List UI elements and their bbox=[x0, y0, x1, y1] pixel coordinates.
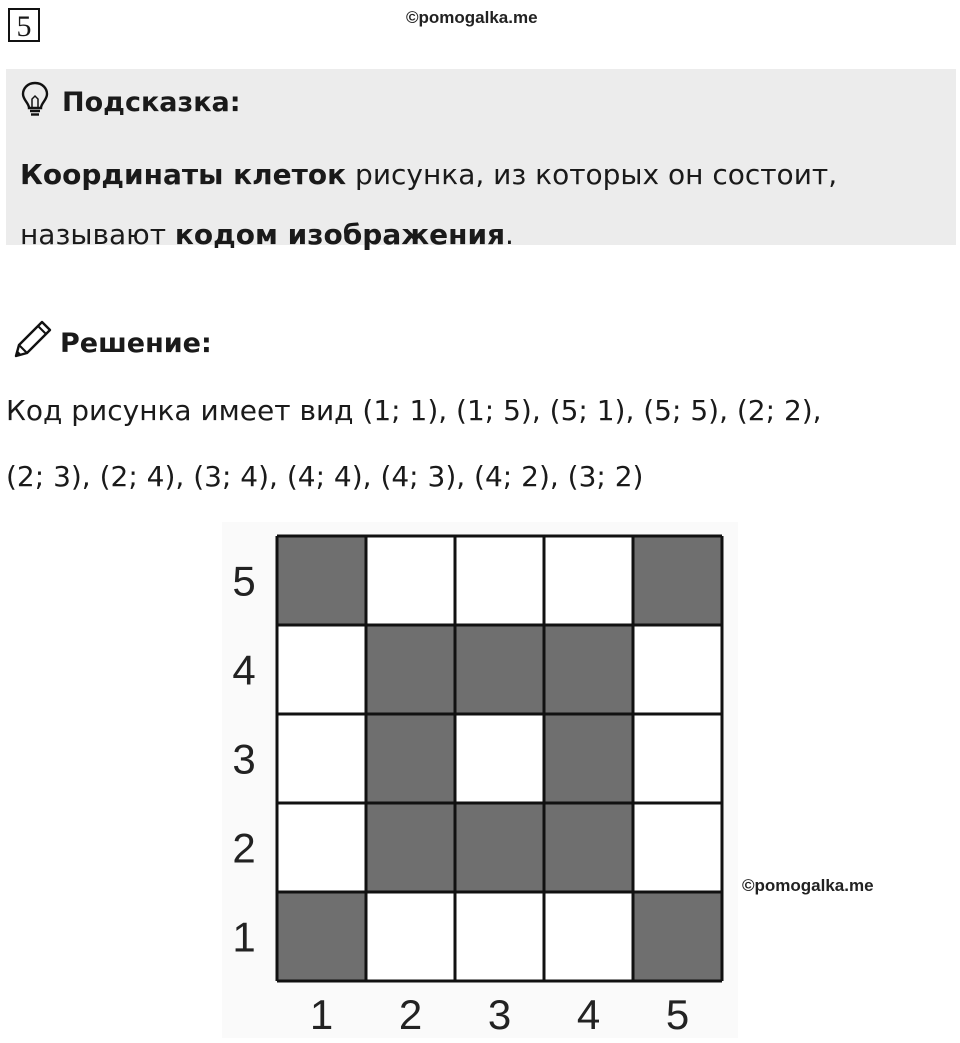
x-axis-label-5: 5 bbox=[665, 991, 690, 1038]
x-axis-label-1: 1 bbox=[309, 991, 334, 1038]
watermark-bottom: ©pomogalka.me bbox=[742, 876, 874, 895]
y-axis-label-5: 5 bbox=[232, 557, 256, 605]
empty-cell-2-1 bbox=[366, 892, 455, 981]
hint-bold-term-1: Координаты клеток bbox=[20, 158, 347, 191]
hint-text-1: рисунка, из которых он состоит, bbox=[346, 158, 838, 191]
y-axis-label-1: 1 bbox=[232, 913, 256, 961]
empty-cell-1-4 bbox=[277, 625, 366, 714]
empty-cell-4-1 bbox=[544, 892, 633, 981]
hint-text bbox=[20, 145, 940, 265]
hint-text-3: . bbox=[505, 218, 514, 251]
empty-cell-1-2 bbox=[277, 803, 366, 892]
empty-cell-1-3 bbox=[277, 714, 366, 803]
filled-cell-5-1 bbox=[633, 892, 722, 981]
empty-cell-4-5 bbox=[544, 536, 633, 625]
solution-title: Решение: bbox=[60, 328, 212, 359]
y-axis-label-2: 2 bbox=[232, 824, 256, 872]
filled-cell-2-4 bbox=[366, 625, 455, 714]
lightbulb-icon bbox=[20, 81, 62, 124]
y-axis-label-4: 4 bbox=[232, 646, 256, 694]
grid-figure bbox=[222, 522, 738, 1038]
hint-bold-term-2: кодом изображения bbox=[174, 218, 506, 251]
solution-heading bbox=[10, 318, 212, 369]
empty-cell-5-3 bbox=[633, 714, 722, 803]
pencil-icon bbox=[10, 318, 60, 369]
filled-cell-1-1 bbox=[277, 892, 366, 981]
x-axis-label-3: 3 bbox=[487, 991, 512, 1038]
filled-cell-4-3 bbox=[544, 714, 633, 803]
hint-title: Подсказка: bbox=[62, 87, 241, 118]
hint-text-2: называют bbox=[20, 218, 175, 251]
empty-cell-3-5 bbox=[455, 536, 544, 625]
grid-svg bbox=[222, 522, 738, 1038]
empty-cell-3-3 bbox=[455, 714, 544, 803]
solution-text bbox=[6, 378, 946, 510]
filled-cell-5-5 bbox=[633, 536, 722, 625]
watermark-top: ©pomogalka.me bbox=[406, 8, 538, 27]
empty-cell-3-1 bbox=[455, 892, 544, 981]
empty-cell-5-2 bbox=[633, 803, 722, 892]
solution-line-2: (2; 3), (2; 4), (3; 4), (4; 4), (4; 3), (4; 2), (3; 2) bbox=[6, 460, 644, 493]
filled-cell-2-3 bbox=[366, 714, 455, 803]
filled-cell-3-2 bbox=[455, 803, 544, 892]
empty-cell-5-4 bbox=[633, 625, 722, 714]
hint-heading bbox=[20, 81, 241, 124]
x-axis-label-4: 4 bbox=[576, 991, 601, 1038]
filled-cell-1-5 bbox=[277, 536, 366, 625]
task-number: 5 bbox=[8, 8, 40, 42]
filled-cell-4-4 bbox=[544, 625, 633, 714]
solution-line-1: Код рисунка имеет вид (1; 1), (1; 5), (5; 1), (5; 5), (2; 2), bbox=[6, 394, 822, 427]
y-axis-label-3: 3 bbox=[232, 735, 256, 783]
hint-box bbox=[6, 69, 956, 251]
x-axis-label-2: 2 bbox=[398, 991, 423, 1038]
filled-cell-3-4 bbox=[455, 625, 544, 714]
filled-cell-4-2 bbox=[544, 803, 633, 892]
empty-cell-2-5 bbox=[366, 536, 455, 625]
filled-cell-2-2 bbox=[366, 803, 455, 892]
